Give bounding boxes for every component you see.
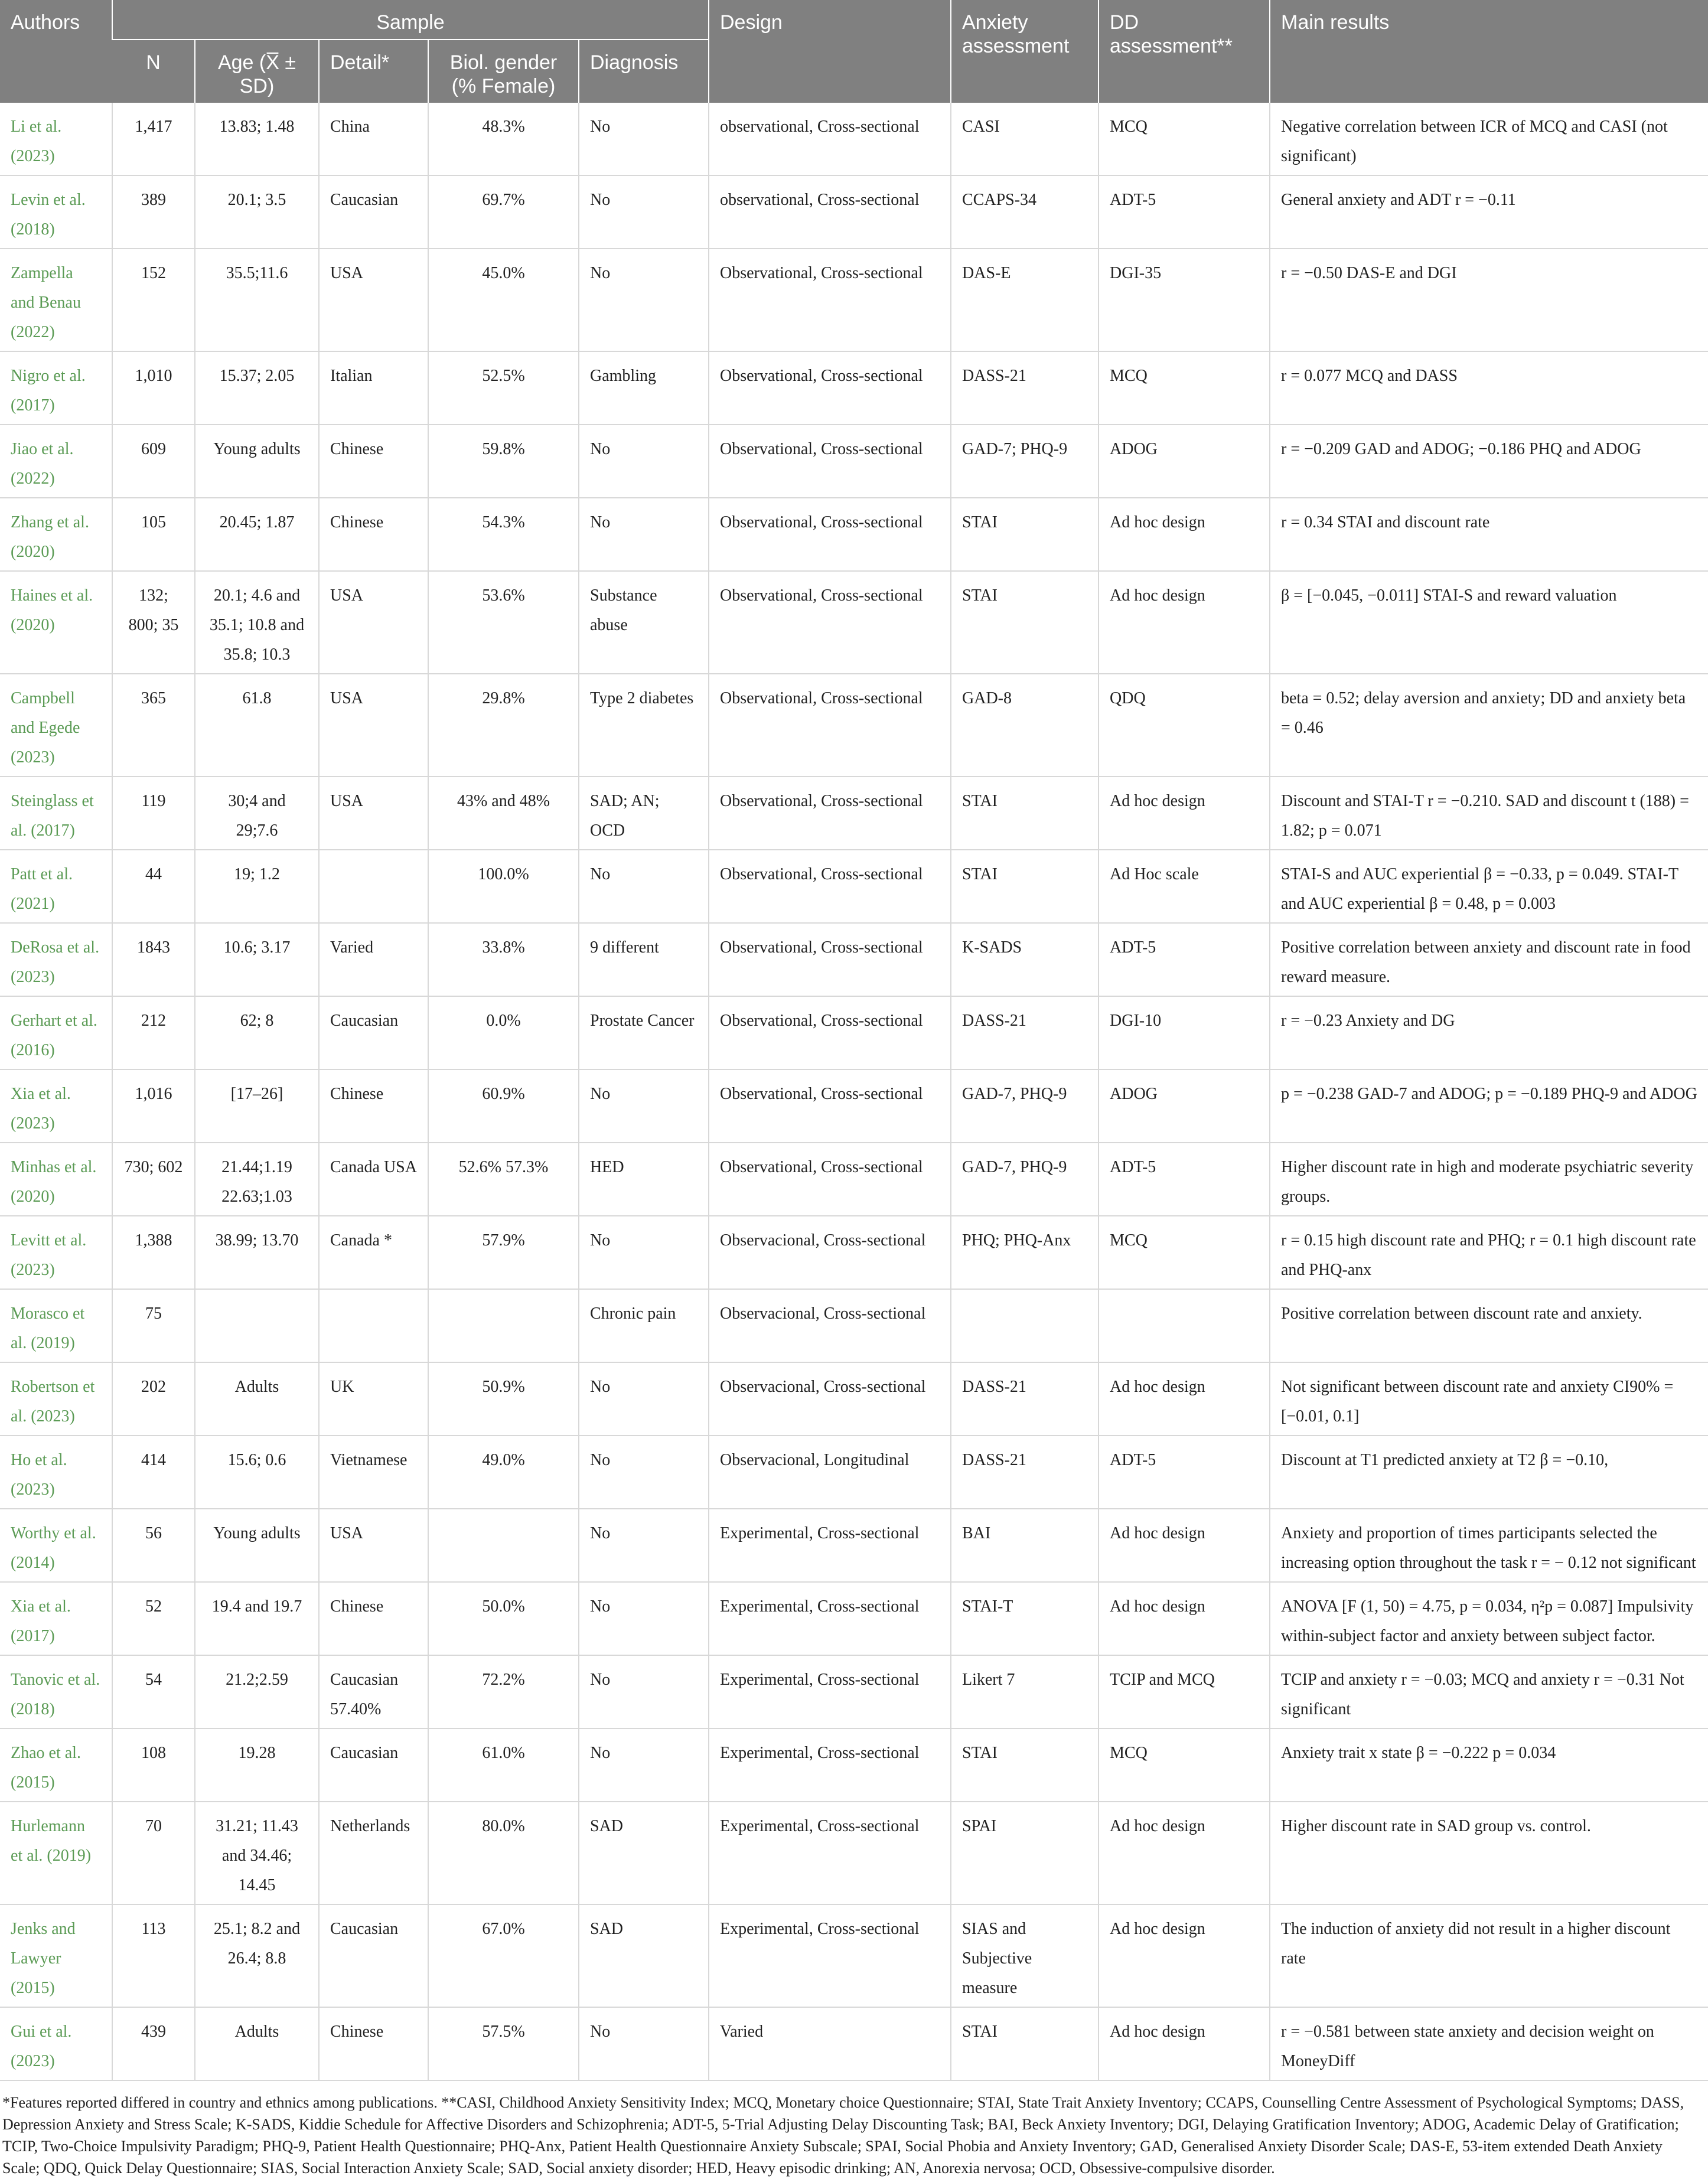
cell-age [195, 1289, 319, 1362]
table-row [0, 1143, 1708, 1216]
cell-age: 20.1; 4.6 and 35.1; 10.8 and 35.8; 10.3 [195, 571, 319, 674]
cell-detail: Canada USA [319, 1143, 428, 1216]
cell-main-results: STAI-S and AUC experiential β = −0.33, p = 0.049. STAI-T and AUC experiential β = 0.48, p = 0.003 [1270, 850, 1708, 923]
cell-main-results: r = 0.34 STAI and discount rate [1270, 498, 1708, 571]
cell-gender: 67.0% [428, 1904, 579, 2007]
cell-n: 1,010 [112, 351, 195, 425]
cell-dd-assessment: ADT-5 [1099, 923, 1270, 996]
cell-design: Varied [709, 2007, 951, 2080]
cell-main-results: Discount at T1 predicted anxiety at T2 β = −0.10, [1270, 1436, 1708, 1509]
cell-diagnosis: Chronic pain [579, 1289, 709, 1362]
cell-detail: Caucasian [319, 1904, 428, 2007]
cell-diagnosis: No [579, 1509, 709, 1582]
cell-n: 44 [112, 850, 195, 923]
header-diagnosis: Diagnosis [579, 40, 709, 103]
cell-diagnosis: 9 different [579, 923, 709, 996]
cell-main-results: TCIP and anxiety r = −0.03; MCQ and anxiety r = −0.31 Not significant [1270, 1655, 1708, 1728]
cell-gender: 60.9% [428, 1069, 579, 1143]
cell-detail: Chinese [319, 1582, 428, 1655]
table-footnote: *Features reported differed in country and ethnics among publications. **CASI, Childhood Anxiety Sensitivity Index; MCQ, Monetary choice Questionnaire; STAI, State Trait Anxiety Inventory; CCAPS, Counselling Centre Assessment of Psychological Symptoms; DASS, Depression Anxiety and Stress Scale; K-SADS, Kiddie Schedule for Affective Disorders and Schizophrenia; ADT-5, 5-Trial Adjusting Delay Discounting Task; BAI, Beck Anxiety Inventory; DGI, Delaying Gratification Inventory; ADOG, Academic Delay of Gratification; TCIP, Two-Choice Impulsivity Paradigm; PHQ-9, Patient Health Questionnaire; PHQ-Anx, Patient Health Questionnaire Anxiety Subscale; SPAI, Social Phobia and Anxiety Inventory; GAD, Generalised Anxiety Disorder Scale; DAS-E, 53-item extended Death Anxiety Scale; QDQ, Quick Delay Questionnaire; SIAS, Social Interaction Anxiety Scale; SAD, Social anxiety disorder; HED, Heavy episodic drinking; AN, Anorexia nervosa; OCD, Obsessive-compulsive disorder. [2, 2094, 1684, 2177]
cell-diagnosis: No [579, 1728, 709, 1802]
cell-authors[interactable]: Ho et al. (2023) [0, 1436, 112, 1509]
cell-anxiety-assessment: CCAPS-34 [951, 175, 1099, 249]
cell-diagnosis: Prostate Cancer [579, 996, 709, 1069]
cell-gender: 43% and 48% [428, 777, 579, 850]
cell-gender: 59.8% [428, 425, 579, 498]
cell-dd-assessment: ADT-5 [1099, 1436, 1270, 1509]
cell-dd-assessment [1099, 1289, 1270, 1362]
cell-n: 414 [112, 1436, 195, 1509]
header-design: Design [709, 0, 951, 103]
table-header [0, 0, 1708, 103]
cell-main-results: The induction of anxiety did not result in a higher discount rate [1270, 1904, 1708, 2007]
cell-age: 10.6; 3.17 [195, 923, 319, 996]
table-row [0, 1904, 1708, 2007]
cell-gender: 57.9% [428, 1216, 579, 1289]
cell-gender: 49.0% [428, 1436, 579, 1509]
cell-gender: 45.0% [428, 249, 579, 351]
cell-detail: Canada * [319, 1216, 428, 1289]
cell-age: 20.1; 3.5 [195, 175, 319, 249]
table-row [0, 996, 1708, 1069]
cell-authors[interactable]: Levin et al. (2018) [0, 175, 112, 249]
cell-age: 21.2;2.59 [195, 1655, 319, 1728]
cell-authors[interactable]: DeRosa et al. (2023) [0, 923, 112, 996]
cell-dd-assessment: QDQ [1099, 674, 1270, 777]
table-row [0, 1509, 1708, 1582]
cell-dd-assessment: Ad hoc design [1099, 1509, 1270, 1582]
cell-anxiety-assessment: STAI [951, 2007, 1099, 2080]
header-n: N [112, 40, 195, 103]
cell-design: Observational, Cross-sectional [709, 571, 951, 674]
cell-age: Young adults [195, 425, 319, 498]
cell-detail: Caucasian [319, 1728, 428, 1802]
cell-age: 21.44;1.19 22.63;1.03 [195, 1143, 319, 1216]
cell-design: Observational, Cross-sectional [709, 1143, 951, 1216]
cell-main-results: Higher discount rate in SAD group vs. control. [1270, 1802, 1708, 1904]
cell-design: Observational, Cross-sectional [709, 249, 951, 351]
cell-design: observational, Cross-sectional [709, 175, 951, 249]
cell-n: 105 [112, 498, 195, 571]
cell-detail [319, 1289, 428, 1362]
cell-n: 132; 800; 35 [112, 571, 195, 674]
cell-authors[interactable]: Jiao et al. (2022) [0, 425, 112, 498]
cell-n: 730; 602 [112, 1143, 195, 1216]
cell-design: Observational, Cross-sectional [709, 498, 951, 571]
cell-authors[interactable]: Robertson et al. (2023) [0, 1362, 112, 1436]
cell-main-results: beta = 0.52; delay aversion and anxiety; DD and anxiety beta = 0.46 [1270, 674, 1708, 777]
cell-anxiety-assessment: GAD-8 [951, 674, 1099, 777]
table-row [0, 1802, 1708, 1904]
cell-design: Observacional, Longitudinal [709, 1436, 951, 1509]
cell-dd-assessment: Ad hoc design [1099, 1582, 1270, 1655]
cell-main-results: r = 0.15 high discount rate and PHQ; r = 0.1 high discount rate and PHQ-anx [1270, 1216, 1708, 1289]
cell-diagnosis: No [579, 2007, 709, 2080]
cell-age: 38.99; 13.70 [195, 1216, 319, 1289]
cell-detail: Chinese [319, 498, 428, 571]
cell-gender: 53.6% [428, 571, 579, 674]
cell-anxiety-assessment: PHQ; PHQ-Anx [951, 1216, 1099, 1289]
cell-main-results: Negative correlation between ICR of MCQ and CASI (not significant) [1270, 103, 1708, 175]
cell-dd-assessment: DGI-35 [1099, 249, 1270, 351]
cell-detail: Caucasian [319, 175, 428, 249]
header-detail: Detail* [319, 40, 428, 103]
cell-n: 54 [112, 1655, 195, 1728]
cell-detail: USA [319, 777, 428, 850]
cell-gender: 50.0% [428, 1582, 579, 1655]
cell-main-results: p = −0.238 GAD-7 and ADOG; p = −0.189 PHQ-9 and ADOG [1270, 1069, 1708, 1143]
cell-authors[interactable]: Morasco et al. (2019) [0, 1289, 112, 1362]
cell-age: 19.4 and 19.7 [195, 1582, 319, 1655]
cell-authors[interactable]: Hurlemann et al. (2019) [0, 1802, 112, 1904]
cell-dd-assessment: Ad hoc design [1099, 571, 1270, 674]
cell-anxiety-assessment: GAD-7, PHQ-9 [951, 1143, 1099, 1216]
cell-design: observational, Cross-sectional [709, 103, 951, 175]
cell-design: Experimental, Cross-sectional [709, 1509, 951, 1582]
cell-age: 31.21; 11.43 and 34.46; 14.45 [195, 1802, 319, 1904]
cell-n: 212 [112, 996, 195, 1069]
cell-n: 119 [112, 777, 195, 850]
cell-age: 35.5;11.6 [195, 249, 319, 351]
table-row [0, 1289, 1708, 1362]
cell-diagnosis: No [579, 498, 709, 571]
cell-design: Observational, Cross-sectional [709, 777, 951, 850]
table-row [0, 498, 1708, 571]
cell-n: 75 [112, 1289, 195, 1362]
cell-gender: 50.9% [428, 1362, 579, 1436]
table-row [0, 850, 1708, 923]
cell-authors[interactable]: Tanovic et al. (2018) [0, 1655, 112, 1728]
cell-detail: UK [319, 1362, 428, 1436]
table-body [0, 103, 1708, 2080]
cell-gender: 52.6% 57.3% [428, 1143, 579, 1216]
cell-diagnosis: No [579, 1655, 709, 1728]
table-row [0, 1436, 1708, 1509]
cell-gender: 69.7% [428, 175, 579, 249]
cell-anxiety-assessment: DASS-21 [951, 351, 1099, 425]
cell-anxiety-assessment: BAI [951, 1509, 1099, 1582]
cell-age: 20.45; 1.87 [195, 498, 319, 571]
header-age: Age (X̅ ± SD) [195, 40, 319, 103]
cell-n: 1,016 [112, 1069, 195, 1143]
table-row [0, 1582, 1708, 1655]
header-gender: Biol. gender (% Female) [428, 40, 579, 103]
cell-anxiety-assessment: DASS-21 [951, 996, 1099, 1069]
cell-main-results: ANOVA [F (1, 50) = 4.75, p = 0.034, η²p = 0.087] Impulsivity within-subject factor and anxiety between subject factor. [1270, 1582, 1708, 1655]
cell-age: 62; 8 [195, 996, 319, 1069]
cell-age: 61.8 [195, 674, 319, 777]
header-main-results: Main results [1270, 0, 1708, 103]
header-anxiety-assessment: Anxiety assessment [951, 0, 1099, 103]
cell-design: Experimental, Cross-sectional [709, 1582, 951, 1655]
cell-n: 56 [112, 1509, 195, 1582]
cell-authors[interactable]: Steinglass et al. (2017) [0, 777, 112, 850]
cell-authors[interactable]: Jenks and Lawyer (2015) [0, 1904, 112, 2007]
cell-age: 19; 1.2 [195, 850, 319, 923]
table-row [0, 351, 1708, 425]
cell-age: [17–26] [195, 1069, 319, 1143]
cell-main-results: r = −0.209 GAD and ADOG; −0.186 PHQ and ADOG [1270, 425, 1708, 498]
table-row [0, 674, 1708, 777]
table-row [0, 1362, 1708, 1436]
cell-gender: 52.5% [428, 351, 579, 425]
cell-diagnosis: No [579, 1216, 709, 1289]
cell-age: Young adults [195, 1509, 319, 1582]
table-row [0, 2007, 1708, 2080]
table-row [0, 571, 1708, 674]
cell-detail: Varied [319, 923, 428, 996]
cell-gender: 54.3% [428, 498, 579, 571]
cell-main-results: r = −0.581 between state anxiety and decision weight on MoneyDiff [1270, 2007, 1708, 2080]
cell-diagnosis: HED [579, 1143, 709, 1216]
table-row [0, 777, 1708, 850]
cell-n: 52 [112, 1582, 195, 1655]
cell-design: Observational, Cross-sectional [709, 1069, 951, 1143]
cell-anxiety-assessment: STAI [951, 1728, 1099, 1802]
cell-dd-assessment: ADT-5 [1099, 1143, 1270, 1216]
cell-n: 1,417 [112, 103, 195, 175]
cell-diagnosis: No [579, 249, 709, 351]
cell-detail: Chinese [319, 2007, 428, 2080]
cell-detail: Netherlands [319, 1802, 428, 1904]
cell-dd-assessment: Ad hoc design [1099, 1362, 1270, 1436]
cell-anxiety-assessment: SPAI [951, 1802, 1099, 1904]
cell-design: Experimental, Cross-sectional [709, 1802, 951, 1904]
cell-detail: Vietnamese [319, 1436, 428, 1509]
cell-main-results: General anxiety and ADT r = −0.11 [1270, 175, 1708, 249]
cell-main-results: r = −0.50 DAS-E and DGI [1270, 249, 1708, 351]
table-row [0, 1655, 1708, 1728]
cell-detail: USA [319, 571, 428, 674]
cell-diagnosis: No [579, 1362, 709, 1436]
cell-detail: Caucasian 57.40% [319, 1655, 428, 1728]
cell-design: Observational, Cross-sectional [709, 996, 951, 1069]
cell-n: 389 [112, 175, 195, 249]
cell-gender [428, 1289, 579, 1362]
cell-design: Observational, Cross-sectional [709, 850, 951, 923]
cell-gender: 100.0% [428, 850, 579, 923]
cell-gender: 48.3% [428, 103, 579, 175]
cell-main-results: Discount and STAI-T r = −0.210. SAD and discount t (188) = 1.82; p = 0.071 [1270, 777, 1708, 850]
cell-design: Observational, Cross-sectional [709, 674, 951, 777]
cell-age: 19.28 [195, 1728, 319, 1802]
cell-main-results: β = [−0.045, −0.011] STAI-S and reward valuation [1270, 571, 1708, 674]
cell-design: Observational, Cross-sectional [709, 923, 951, 996]
cell-detail: USA [319, 249, 428, 351]
table-row [0, 425, 1708, 498]
cell-age: Adults [195, 2007, 319, 2080]
cell-detail [319, 850, 428, 923]
cell-authors[interactable]: Xia et al. (2017) [0, 1582, 112, 1655]
cell-age: 15.6; 0.6 [195, 1436, 319, 1509]
cell-diagnosis: Substance abuse [579, 571, 709, 674]
cell-diagnosis: SAD [579, 1904, 709, 2007]
cell-anxiety-assessment: K-SADS [951, 923, 1099, 996]
cell-n: 1843 [112, 923, 195, 996]
cell-detail: USA [319, 1509, 428, 1582]
cell-anxiety-assessment: STAI [951, 498, 1099, 571]
cell-anxiety-assessment: DAS-E [951, 249, 1099, 351]
cell-dd-assessment: MCQ [1099, 1216, 1270, 1289]
table-row [0, 1728, 1708, 1802]
cell-n: 439 [112, 2007, 195, 2080]
cell-anxiety-assessment: DASS-21 [951, 1436, 1099, 1509]
cell-dd-assessment: DGI-10 [1099, 996, 1270, 1069]
table-row [0, 249, 1708, 351]
cell-authors[interactable]: Worthy et al. (2014) [0, 1509, 112, 1582]
cell-anxiety-assessment: DASS-21 [951, 1362, 1099, 1436]
cell-dd-assessment: MCQ [1099, 103, 1270, 175]
cell-authors[interactable]: Patt et al. (2021) [0, 850, 112, 923]
cell-n: 70 [112, 1802, 195, 1904]
cell-detail: Chinese [319, 425, 428, 498]
cell-anxiety-assessment: STAI [951, 850, 1099, 923]
table-row [0, 1216, 1708, 1289]
cell-authors[interactable]: Campbell and Egede (2023) [0, 674, 112, 777]
cell-authors[interactable]: Minhas et al. (2020) [0, 1143, 112, 1216]
cell-anxiety-assessment: CASI [951, 103, 1099, 175]
cell-authors[interactable]: Haines et al. (2020) [0, 571, 112, 674]
cell-gender [428, 1509, 579, 1582]
cell-diagnosis: Type 2 diabetes [579, 674, 709, 777]
cell-main-results: Anxiety trait x state β = −0.222 p = 0.034 [1270, 1728, 1708, 1802]
cell-design: Observacional, Cross-sectional [709, 1362, 951, 1436]
cell-anxiety-assessment: GAD-7, PHQ-9 [951, 1069, 1099, 1143]
table-row [0, 923, 1708, 996]
header-sample: Sample [112, 0, 709, 40]
cell-main-results: Anxiety and proportion of times participants selected the increasing option throughout the task r = − 0.12 not significant [1270, 1509, 1708, 1582]
cell-gender: 61.0% [428, 1728, 579, 1802]
cell-dd-assessment: Ad hoc design [1099, 498, 1270, 571]
cell-main-results: Not significant between discount rate and anxiety CI90% = [−0.01, 0.1] [1270, 1362, 1708, 1436]
cell-anxiety-assessment: GAD-7; PHQ-9 [951, 425, 1099, 498]
cell-dd-assessment: ADT-5 [1099, 175, 1270, 249]
cell-age: Adults [195, 1362, 319, 1436]
cell-age: 30;4 and 29;7.6 [195, 777, 319, 850]
cell-n: 1,388 [112, 1216, 195, 1289]
cell-dd-assessment: TCIP and MCQ [1099, 1655, 1270, 1728]
cell-authors[interactable]: Xia et al. (2023) [0, 1069, 112, 1143]
header-dd-assessment: DD assessment** [1099, 0, 1270, 103]
cell-authors[interactable]: Li et al. (2023) [0, 103, 112, 175]
cell-age: 15.37; 2.05 [195, 351, 319, 425]
cell-detail: Caucasian [319, 996, 428, 1069]
cell-detail: Chinese [319, 1069, 428, 1143]
cell-design: Observacional, Cross-sectional [709, 1289, 951, 1362]
cell-authors[interactable]: Zhao et al. (2015) [0, 1728, 112, 1802]
cell-diagnosis: Gambling [579, 351, 709, 425]
cell-dd-assessment: Ad hoc design [1099, 1802, 1270, 1904]
cell-design: Observational, Cross-sectional [709, 425, 951, 498]
cell-authors[interactable]: Zhang et al. (2020) [0, 498, 112, 571]
header-authors: Authors [0, 0, 112, 103]
cell-authors[interactable]: Gerhart et al. (2016) [0, 996, 112, 1069]
cell-detail: Italian [319, 351, 428, 425]
cell-diagnosis: No [579, 1582, 709, 1655]
cell-n: 108 [112, 1728, 195, 1802]
cell-design: Observational, Cross-sectional [709, 351, 951, 425]
cell-n: 202 [112, 1362, 195, 1436]
table-row [0, 1069, 1708, 1143]
cell-design: Experimental, Cross-sectional [709, 1904, 951, 2007]
cell-diagnosis: No [579, 175, 709, 249]
cell-dd-assessment: ADOG [1099, 1069, 1270, 1143]
cell-dd-assessment: ADOG [1099, 425, 1270, 498]
cell-age: 25.1; 8.2 and 26.4; 8.8 [195, 1904, 319, 2007]
cell-n: 152 [112, 249, 195, 351]
cell-gender: 33.8% [428, 923, 579, 996]
cell-anxiety-assessment [951, 1289, 1099, 1362]
cell-n: 113 [112, 1904, 195, 2007]
cell-anxiety-assessment: SIAS and Subjective measure [951, 1904, 1099, 2007]
cell-dd-assessment: MCQ [1099, 351, 1270, 425]
cell-diagnosis: No [579, 425, 709, 498]
cell-authors[interactable]: Zampella and Benau (2022) [0, 249, 112, 351]
cell-dd-assessment: Ad hoc design [1099, 1904, 1270, 2007]
cell-diagnosis: SAD; AN; OCD [579, 777, 709, 850]
cell-authors[interactable]: Levitt et al. (2023) [0, 1216, 112, 1289]
cell-anxiety-assessment: Likert 7 [951, 1655, 1099, 1728]
cell-design: Observacional, Cross-sectional [709, 1216, 951, 1289]
cell-n: 365 [112, 674, 195, 777]
cell-diagnosis: No [579, 1436, 709, 1509]
cell-n: 609 [112, 425, 195, 498]
cell-main-results: Positive correlation between discount rate and anxiety. [1270, 1289, 1708, 1362]
cell-dd-assessment: Ad hoc design [1099, 777, 1270, 850]
table-row [0, 175, 1708, 249]
cell-anxiety-assessment: STAI-T [951, 1582, 1099, 1655]
cell-main-results: r = −0.23 Anxiety and DG [1270, 996, 1708, 1069]
cell-anxiety-assessment: STAI [951, 777, 1099, 850]
cell-detail: China [319, 103, 428, 175]
cell-anxiety-assessment: STAI [951, 571, 1099, 674]
cell-dd-assessment: Ad hoc design [1099, 2007, 1270, 2080]
cell-diagnosis: SAD [579, 1802, 709, 1904]
cell-gender: 57.5% [428, 2007, 579, 2080]
cell-authors[interactable]: Gui et al. (2023) [0, 2007, 112, 2080]
cell-authors[interactable]: Nigro et al. (2017) [0, 351, 112, 425]
cell-dd-assessment: MCQ [1099, 1728, 1270, 1802]
table-row [0, 103, 1708, 175]
cell-gender: 0.0% [428, 996, 579, 1069]
cell-gender: 72.2% [428, 1655, 579, 1728]
cell-diagnosis: No [579, 1069, 709, 1143]
cell-main-results: Higher discount rate in high and moderate psychiatric severity groups. [1270, 1143, 1708, 1216]
cell-main-results: Positive correlation between anxiety and discount rate in food reward measure. [1270, 923, 1708, 996]
cell-age: 13.83; 1.48 [195, 103, 319, 175]
cell-main-results: r = 0.077 MCQ and DASS [1270, 351, 1708, 425]
cell-detail: USA [319, 674, 428, 777]
cell-gender: 29.8% [428, 674, 579, 777]
cell-gender: 80.0% [428, 1802, 579, 1904]
cell-diagnosis: No [579, 850, 709, 923]
cell-diagnosis: No [579, 103, 709, 175]
cell-design: Experimental, Cross-sectional [709, 1728, 951, 1802]
cell-dd-assessment: Ad Hoc scale [1099, 850, 1270, 923]
cell-design: Experimental, Cross-sectional [709, 1655, 951, 1728]
